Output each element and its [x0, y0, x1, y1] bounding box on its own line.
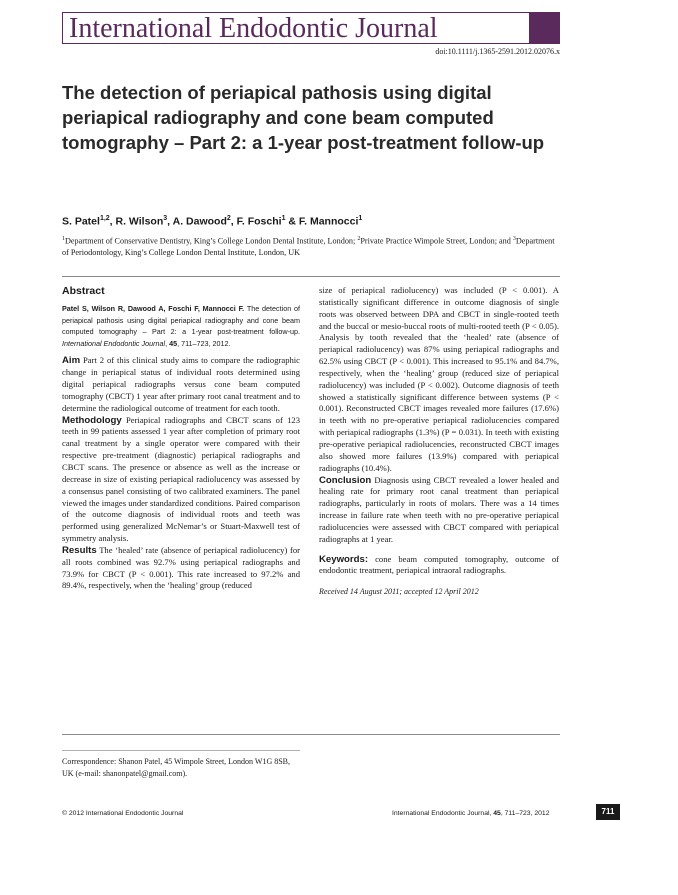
author-affiliation-marker: 3: [163, 215, 168, 222]
citation-volume: 45: [169, 338, 178, 348]
divider-bottom: [62, 734, 560, 735]
author-name: F. Foschi: [236, 215, 282, 228]
methodology-paragraph: [62, 415, 300, 545]
author-separator: &: [285, 215, 299, 228]
author-name: R. Wilson: [115, 215, 164, 228]
author-separator: ,: [230, 215, 237, 228]
author-name: F. Mannocci: [298, 215, 359, 228]
affiliation-marker: 1: [62, 236, 65, 242]
conclusion-label: Conclusion: [319, 474, 372, 486]
correspondence: Correspondence: Shanon Patel, 45 Wimpole Street, London W1G 8SB, UK (e-mail: shanonpatel@gmail.com).: [62, 757, 291, 778]
author-separator: ,: [109, 215, 116, 228]
methodology-text: Periapical radiographs and CBCT scans of 123 teeth in 99 patients assessed 1 year after completion of primary root canal treatment by a single operator were compared with their respective pre-treatment (diagnostic) periapical radiographs and CBCT scans. The presence or absence as well as the increase or decrease in size of existing periapical radiolucency was assessed by a consensus panel consisting of two calibrated examiners. The panel viewed the images under standardized conditions. Paired comparison of the outcome diagnosis of individual roots and teeth was performed using generalized McNemar’s or Stuart-Maxwell test of symmetry analysis.: [62, 414, 300, 544]
affiliation-marker: 2: [357, 236, 361, 242]
journal-name: International Endodontic Journal: [69, 13, 438, 44]
results-continued: size of periapical radiolucency) was included (P < 0.001). A statistically significant difference in outcome diagnosis of single roots was observed between DPA and CBCT in single-rooted teeth and the buccal or mesio-buccal roots of multi-rooted teeth (P < 0.05). Analysis by tooth revealed that the ‘healed’ rate (absence of periapical radiolucency) was 87% using periapical radiographs and 62.5% using CBCT (P < 0.001). This increased to 95.1% and 84.7%, respectively, when the ‘healing’ group (reduced size of periapical radiolucency) was included (P < 0.002). Outcome diagnosis of teeth showed a statistically significant difference between systems (P < 0.001). Reconstructed CBCT images revealed more failures (17.6%) in teeth with no pre-operative periapical radiolucencies compared with periapical radiographs (1.3%) (P = 0.031). In teeth with existing pre-operative periapical radiolucencies, reconstructed CBCT images also showed more failures (13.9%) compared with periapical radiographs (10.4%).: [319, 285, 559, 473]
conclusion-paragraph: [319, 475, 559, 546]
conclusion-text: Diagnosis using CBCT revealed a lower healed and healing rate for primary root canal treatment than periapical radiographs, particularly in roots of molars. There was a 14 times increase in failure rate when teeth with no pre-operative periapical radiolucencies were assessed with CBCT compared with periapical radiographs at 1 year.: [319, 474, 560, 544]
citation-text: The detection of periapical pathosis using digital periapical radiography and cone beam computed tomography – Part 2: a 1-year post-treatment follow-up.: [62, 304, 301, 337]
citation-journal: International Endodontic Journal: [62, 338, 166, 348]
affiliation-marker: 3: [512, 236, 516, 242]
abstract-right-column: [319, 285, 559, 596]
author-separator: ,: [167, 215, 173, 228]
author-affiliation-marker: 1: [281, 215, 286, 222]
citation-authors: Patel S, Wilson R, Dawood A, Foschi F, Mannocci F.: [62, 304, 245, 313]
results-label: Results: [62, 544, 97, 556]
masthead-color-block: [529, 12, 560, 44]
footer-pages: , 711–723, 2012: [500, 810, 550, 817]
aim-paragraph: [62, 355, 300, 414]
footer-journal: International Endodontic Journal,: [392, 810, 492, 817]
affiliation-text: Department of Periodontology, King’s College London Dental Institute, London, UK: [62, 236, 555, 258]
keywords-paragraph: [319, 554, 559, 578]
journal-masthead: [62, 12, 560, 44]
abstract-left-column: [62, 285, 300, 592]
aim-text: Part 2 of this clinical study aims to compare the radiographic change in periapical status of individual roots determined using digital periapical radiographs versus cone beam computed tomography (CBCT) 1 year after primary root canal treatment and to determine the radiological outcome of treatment for each tooth.: [62, 355, 300, 413]
correspondence-rule: [62, 750, 300, 751]
author-affiliation-marker: 2: [226, 215, 231, 222]
footer-journal-reference: [392, 810, 549, 817]
doi: doi:10.1111/j.1365-2591.2012.02076.x: [435, 47, 560, 56]
footer-volume: 45: [493, 810, 501, 817]
results-paragraph: [62, 545, 300, 592]
author-affiliation-marker: 1: [358, 215, 363, 222]
affiliations: [62, 234, 562, 259]
affiliation-text: Private Practice Wimpole Street, London; and: [360, 236, 513, 246]
results-text-left: The ‘healed’ rate (absence of periapical radiolucency) for all roots combined was 92.7% using periapical radiographs and 73.9% for CBCT (P < 0.001). This rate increased to 97.2% and 89.4%, respectively, when the ‘healing’ group (reduced: [62, 544, 301, 591]
author-list: [62, 215, 362, 228]
aim-label: Aim: [62, 355, 81, 367]
footer-copyright: © 2012 International Endodontic Journal: [62, 810, 184, 817]
citation-pages: 711–723, 2012.: [181, 338, 231, 348]
methodology-label: Methodology: [62, 414, 122, 426]
divider-top: [62, 276, 560, 277]
received-dates: Received 14 August 2011; accepted 12 April 2012: [319, 587, 479, 597]
author-name: S. Patel: [62, 215, 100, 228]
author-name: A. Dawood: [172, 215, 227, 228]
affiliation-text: Department of Conservative Dentistry, King’s College London Dental Institute, London;: [65, 236, 358, 246]
page-number: 711: [596, 804, 620, 820]
article-title: The detection of periapical pathosis using digital periapical radiography and cone beam computed tomography – Part 2: a 1-year post-treatment follow-up: [62, 82, 545, 153]
abstract-heading: Abstract: [62, 285, 105, 297]
citation: Patel S, Wilson R, Dawood A, Foschi F, Mannocci F. The detection of periapical pathosis using digital periapical radiography and cone beam computed tomography – Part 2: a 1-year post-treatment follow-up. International Endodontic Journal, 45, 711–723, 2012.: [62, 304, 301, 348]
keywords-text: cone beam computed tomography, outcome of endodontic treatment, periapical intraoral radiographs.: [319, 553, 559, 576]
keywords-label: Keywords:: [319, 553, 369, 565]
author-affiliation-marker: 1,2: [99, 215, 110, 222]
